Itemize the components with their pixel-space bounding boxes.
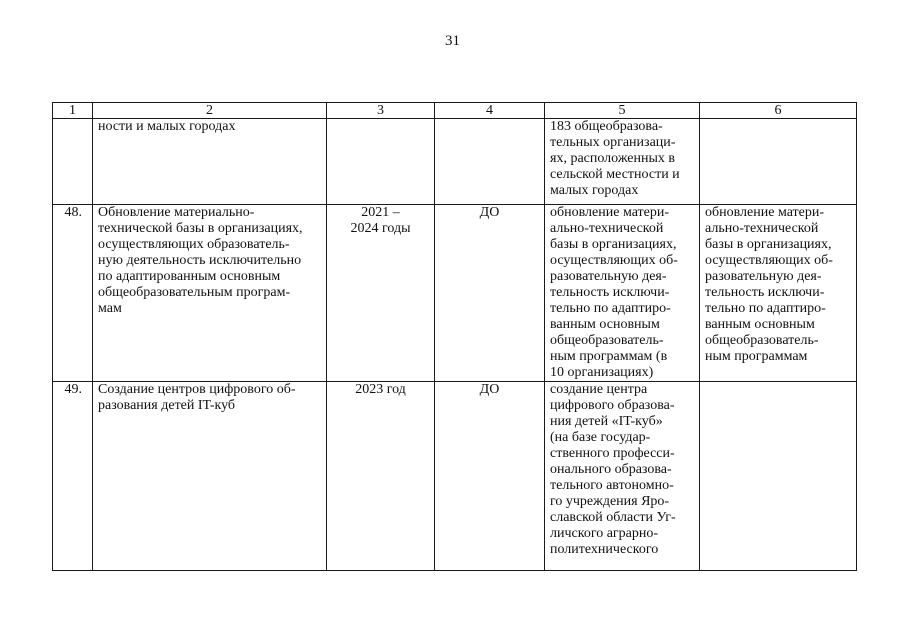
table-header-row [53, 103, 857, 119]
measure-result: обновление матери- ально-технической базы в организациях, осуществляющих об- разовательную дея- тельность исключи- тельно по адаптиро- ванным основным общеобразователь- ным программам (в 10 организациях) [545, 205, 700, 382]
measure-indicator [700, 382, 857, 571]
column-header: 5 [545, 103, 700, 119]
measure-result: 183 общеобразова- тельных организаци- ях, расположенных в сельской местности и малых городах [545, 119, 700, 205]
column-header: 3 [327, 103, 435, 119]
measure-period: 2021 – 2024 годы [327, 205, 435, 382]
column-header: 6 [700, 103, 857, 119]
measure-responsible [435, 119, 545, 205]
page-number: 31 [445, 33, 460, 49]
measure-indicator: обновление матери- ально-технической базы в организациях, осуществляющих об- разовательную дея- тельность исключи- тельно по адаптиро- ванным основным общеобразователь- ным программам [700, 205, 857, 382]
measure-name: Обновление материально- технической базы в организациях, осуществляющих образователь- ную деятельность исключительно по адаптированным основным общеобразовательным програм- мам [93, 205, 327, 382]
row-number: 48. [53, 205, 93, 382]
measure-name: Создание центров цифрового об- разования детей IT-куб [93, 382, 327, 571]
measure-responsible: ДО [435, 205, 545, 382]
measure-name: ности и малых городах [93, 119, 327, 205]
measure-period: 2023 год [327, 382, 435, 571]
table-row [53, 119, 857, 205]
column-header: 2 [93, 103, 327, 119]
table-row [53, 205, 857, 382]
measure-responsible: ДО [435, 382, 545, 571]
row-number: 49. [53, 382, 93, 571]
column-header: 4 [435, 103, 545, 119]
measure-indicator [700, 119, 857, 205]
measure-period [327, 119, 435, 205]
measure-result: создание центра цифрового образова- ния детей «IT-куб» (на базе государ- ственного професси- онального образова- тельного автономно- го учреждения Яро- славской области Уг- личского аграрно- политехнического [545, 382, 700, 571]
row-number [53, 119, 93, 205]
column-header: 1 [53, 103, 93, 119]
table-row [53, 382, 857, 571]
measures-table [52, 102, 857, 571]
